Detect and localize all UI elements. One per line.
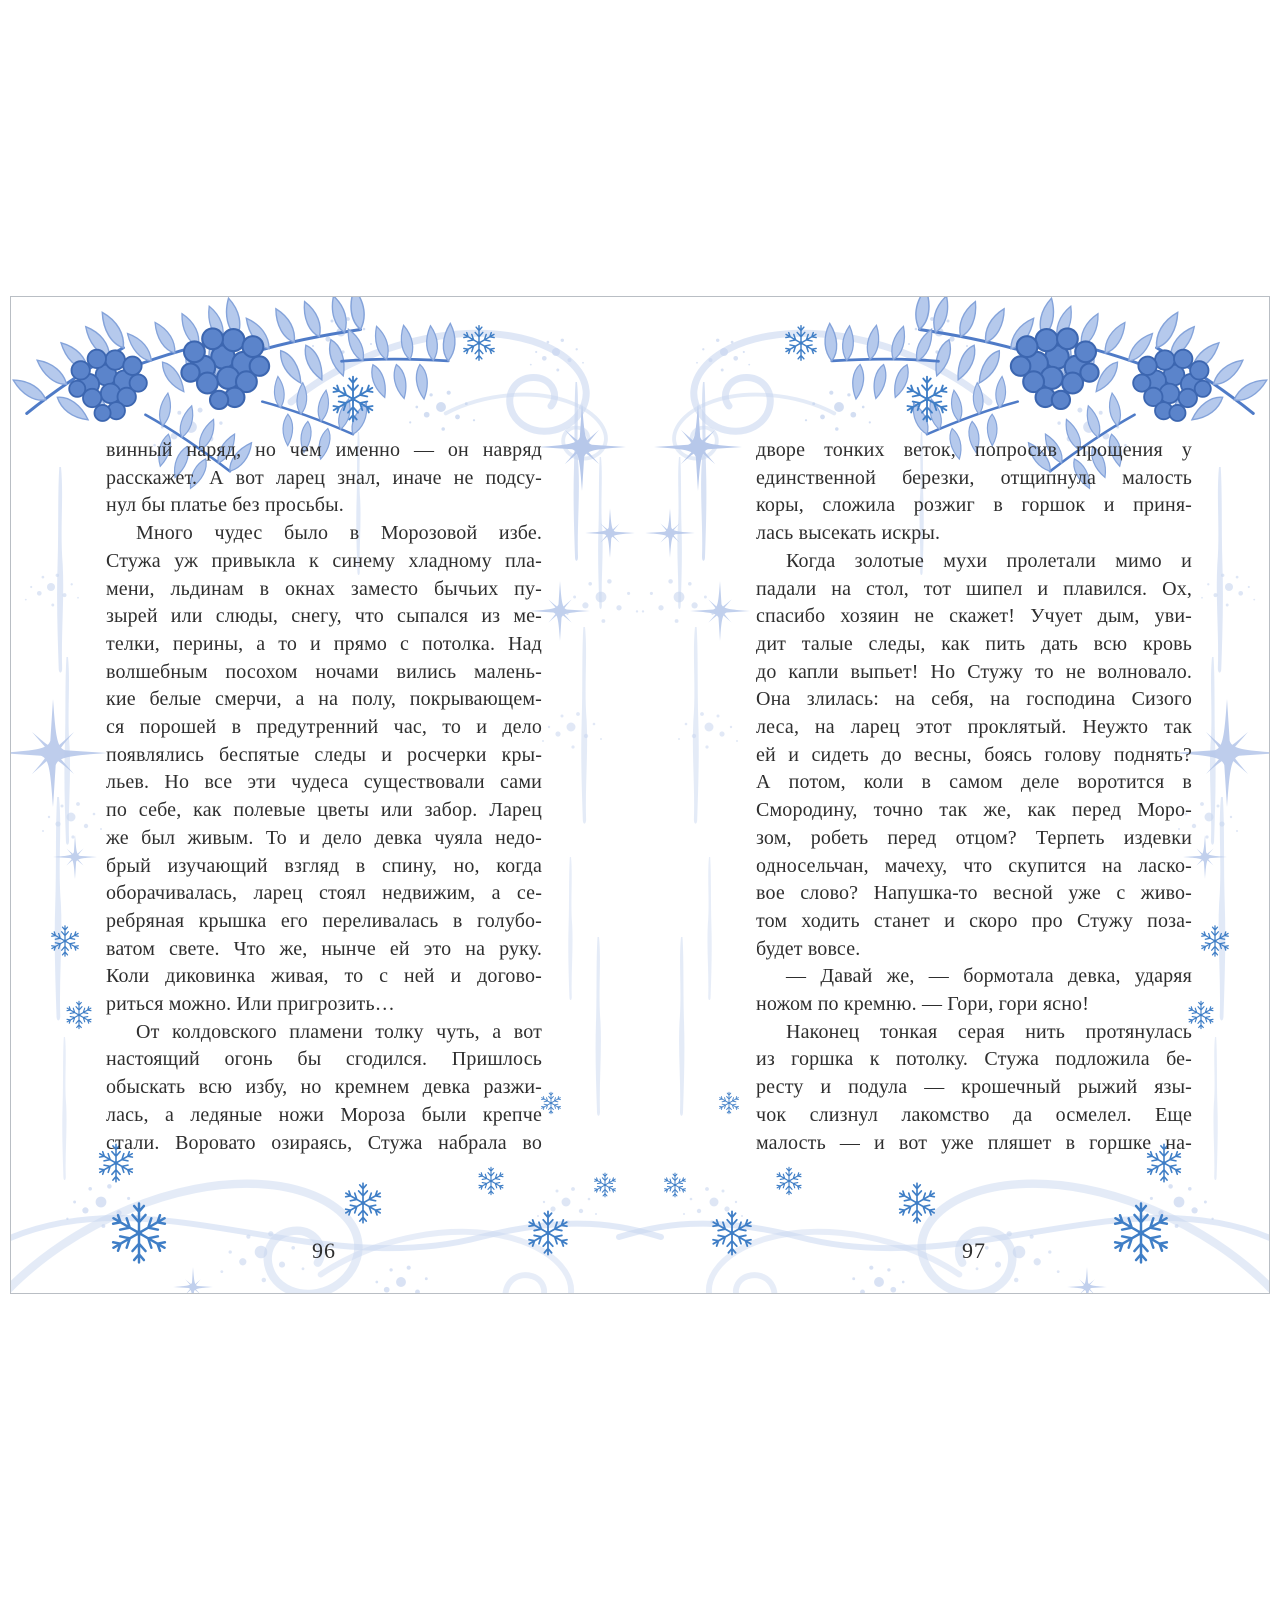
- paragraph: [106, 1019, 542, 1158]
- text-line: дит талые следы, как пить дать всю кровь: [756, 632, 1192, 655]
- page-left-text: [106, 437, 542, 1157]
- text-line: Когда золотые мухи пролетали мимо и: [786, 549, 1192, 572]
- text-line: же был живым. То и дело девка чуяла недо-: [106, 826, 542, 849]
- text-line: ватом свете. Что же, нынче ей это на руку.: [106, 937, 542, 960]
- bottom-ornament-left: [11, 1144, 661, 1293]
- text-line: том ходить станет и скоро про Стужу поза-: [756, 909, 1192, 932]
- text-line: односельчан, мачеху, что скупится на ласко-: [756, 854, 1192, 877]
- text-line: А потом, коли в самом деле воротится в: [756, 771, 1192, 794]
- text-line: по себе, как полевые цветы или забор. Ларец: [106, 799, 542, 822]
- text-line: волшебным посохом ночами вились малень-: [106, 660, 542, 683]
- text-line: винный наряд, но чем именно — он навряд: [106, 439, 542, 461]
- text-line: коры, сложила розжиг в горшок и приня-: [756, 494, 1192, 517]
- bottom-ornament-right: [619, 1144, 1269, 1293]
- text-line: ей и сидеть до весны, боясь голову поднять?: [756, 743, 1192, 766]
- text-line: лась высекать искры.: [756, 522, 941, 545]
- paragraph: [756, 437, 1192, 548]
- text-line: оборачивалась, ларец стоял недвижим, а се-: [106, 882, 542, 905]
- text-line: ресту и подула — крошечный рыжий язы-: [756, 1076, 1192, 1099]
- text-line: Много чудес было в Морозовой избе.: [136, 522, 542, 545]
- text-line: появлялись беспятые следы и росчерки кры-: [106, 743, 542, 766]
- text-line: будет вовсе.: [756, 937, 861, 960]
- text-line: ся порошей в предутренний час, то и дело: [106, 716, 542, 739]
- text-line: нул бы платье без просьбы.: [106, 494, 344, 517]
- text-line: От колдовского пламени толку чуть, а вот: [136, 1020, 542, 1043]
- text-line: чок слизнул лакомство да осмелел. Еще: [756, 1103, 1192, 1126]
- text-line: Наконец тонкая серая нить протянулась: [786, 1020, 1192, 1043]
- text-line: льев. Но все эти чудеса существовали сами: [106, 771, 542, 794]
- text-line: брый изучающий взгляд в спину, но, когда: [106, 854, 542, 877]
- gutter-sparkles-left: [530, 382, 638, 1116]
- text-line: обыскать всю избу, но кремнем девка разжи-: [106, 1076, 542, 1099]
- margin-sparkles-left: [11, 467, 107, 1180]
- text-line: малость — и вот уже пляшет в горшке на-: [756, 1131, 1192, 1154]
- text-line: из горшка к потолку. Стужа подложила бе-: [756, 1048, 1192, 1071]
- text-line: зырей или слюды, снегу, что сыпался из ме-: [106, 605, 542, 628]
- text-line: Стужа уж привыкла к синему хладному пла-: [106, 549, 542, 572]
- text-line: падали на стол, тот шипел и плавился. Ох,: [756, 577, 1192, 600]
- text-line: Смородину, точно так же, как перед Моро-: [756, 799, 1192, 822]
- page-number-left: 96: [312, 1238, 336, 1263]
- paragraph: [106, 520, 542, 1019]
- page-number-right: 97: [962, 1238, 986, 1263]
- text-line: до капли выпьет! Но Стужу то не волновало.: [756, 660, 1192, 683]
- book-spread: [10, 296, 1270, 1294]
- text-line: зом, робеть перед отцом? Терпеть издевки: [756, 826, 1192, 849]
- text-line: Она злилась: на себя, на господина Сизого: [756, 688, 1192, 711]
- text-line: расскажет. А вот ларец знал, иначе не подсу-: [106, 466, 542, 489]
- text-line: стали. Воровато озираясь, Стужа набрала во: [106, 1131, 542, 1154]
- text-line: риться можно. Или пригрозить…: [106, 993, 395, 1016]
- text-line: ножом по кремню. — Гори, гори ясно!: [756, 993, 1090, 1016]
- text-line: лась, а ледяные ножи Мороза были крепче: [106, 1103, 542, 1126]
- paragraph: [106, 437, 542, 520]
- gutter-sparkles-right: [642, 382, 750, 1116]
- paragraph: [756, 1019, 1192, 1158]
- page-right-text: [756, 437, 1192, 1157]
- paragraph: [756, 963, 1192, 1018]
- text-line: Коли диковинка живая, то с ней и догово-: [106, 965, 542, 988]
- text-line: ребряная крышка его переливалась в голубо-: [106, 909, 542, 932]
- text-line: телки, перины, а то и прямо с потолка. Над: [106, 632, 542, 655]
- text-line: настоящий огонь бы сгодился. Пришлось: [106, 1048, 542, 1071]
- text-line: леса, на ларец этот проклятый. Неужто так: [756, 716, 1192, 739]
- text-line: — Давай же, — бормотала девка, ударяя: [786, 965, 1192, 988]
- text-line: вое слово? Напушка-то весной уже с живо-: [756, 882, 1192, 905]
- text-line: дворе тонких веток, попросив прощения у: [756, 439, 1192, 461]
- text-line: спасибо хозяин не скажет! Учует дым, уви-: [756, 605, 1192, 628]
- paragraph: [756, 548, 1192, 964]
- text-line: единственной березки, отщипнула малость: [756, 466, 1192, 489]
- text-line: кие белые смерчи, а на полу, покрывающем-: [106, 688, 542, 711]
- text-line: мени, льдинам в окнах заместо бычьих пу-: [106, 577, 542, 600]
